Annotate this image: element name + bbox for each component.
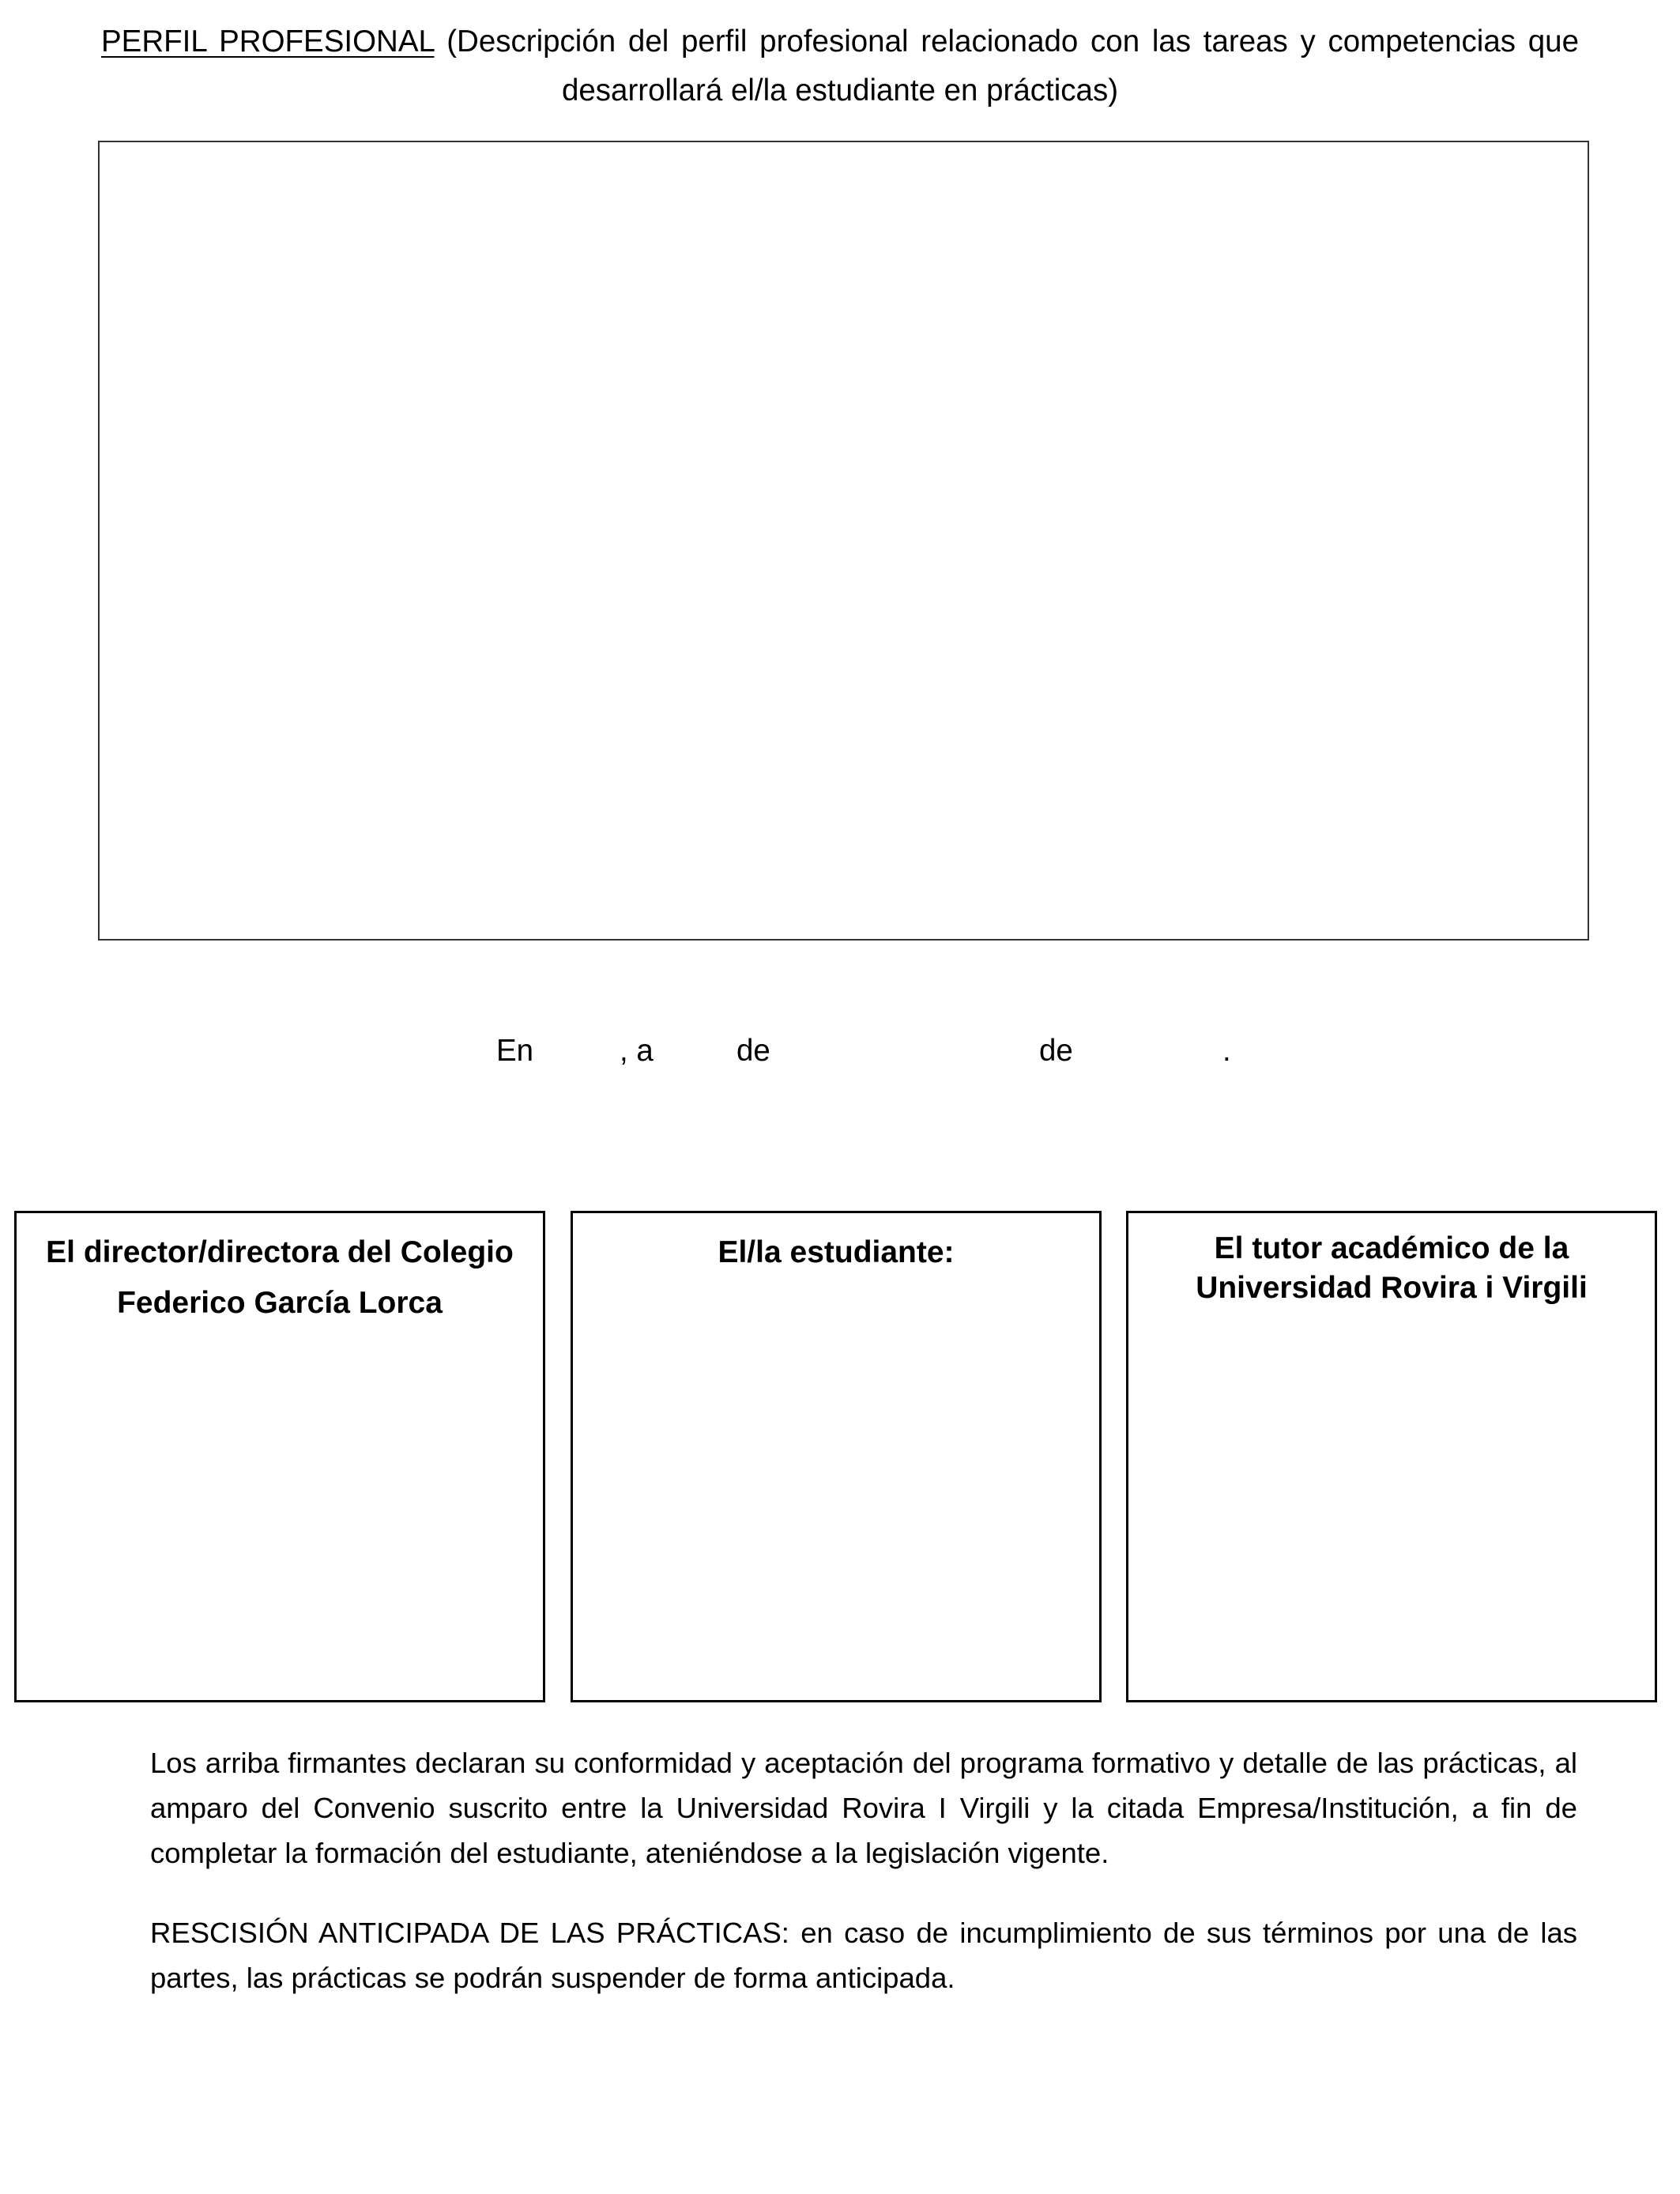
director-signature-title — [17, 1213, 543, 1329]
section-description: (Descripción del perfil profesional relacionado con las tareas y competencias que desarrollará el/la estudiante en prácticas) — [446, 25, 1579, 107]
date-place-line — [0, 1027, 1680, 1075]
date-period: . — [1222, 1034, 1231, 1068]
page-header — [101, 17, 1579, 115]
student-signature-title: El/la estudiante: — [718, 1235, 955, 1269]
rescission-paragraph: RESCISIÓN ANTICIPADA DE LAS PRÁCTICAS: en caso de incumplimiento de sus términos por una de las partes, las prácticas se podrán suspender de forma anticipada. — [150, 1917, 1577, 1994]
professional-profile-field[interactable] — [98, 141, 1589, 941]
section-title: PERFIL PROFESIONAL — [101, 25, 435, 58]
student-signature-box[interactable] — [571, 1211, 1102, 1702]
director-title-line2: Federico García Lorca — [117, 1286, 443, 1320]
date-de-label-2: de — [1039, 1034, 1073, 1068]
tutor-title-line1: El tutor académico de la — [1214, 1231, 1569, 1265]
date-a-label: , a — [620, 1034, 654, 1068]
date-en-label: En — [496, 1034, 534, 1068]
tutor-signature-box[interactable] — [1126, 1211, 1657, 1702]
declaration-paragraph: Los arriba firmantes declaran su conformidad y aceptación del programa formativo y detalle de las prácticas, al amparo del Convenio suscrito entre la Universidad Rovira I Virgili y la citada Empresa/Institución, a fin de completar la formación del estudiante, ateniéndose a la legislación vigente. — [150, 1747, 1577, 1869]
tutor-title-line2: Universidad Rovira i Virgili — [1196, 1271, 1588, 1305]
date-de-label-1: de — [736, 1034, 770, 1068]
director-signature-box[interactable] — [14, 1211, 545, 1702]
director-title-line1: El director/directora del Colegio — [46, 1235, 514, 1269]
tutor-signature-title — [1128, 1213, 1655, 1308]
